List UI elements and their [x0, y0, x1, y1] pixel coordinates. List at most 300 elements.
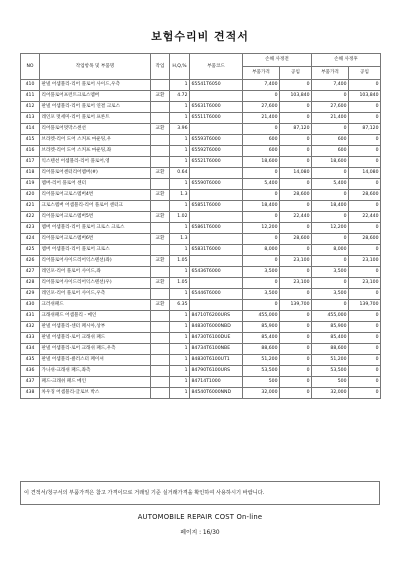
row-no: 438 [21, 388, 40, 399]
header-after-parts-price: 부품가격 [312, 67, 349, 80]
row-hq: 3.96 [170, 124, 190, 135]
row-work [151, 377, 170, 388]
row-part-code: 84830T6100UT1 [190, 355, 243, 366]
table-row [21, 190, 381, 201]
row-work [151, 289, 170, 300]
row-after-parts-price: 5,400 [312, 179, 349, 190]
row-part-code: 65511T6000 [190, 113, 243, 124]
row-no: 435 [21, 355, 40, 366]
header-row-top [21, 54, 381, 67]
row-no: 433 [21, 333, 40, 344]
row-no: 413 [21, 113, 40, 124]
row-after-labor: 0 [349, 333, 381, 344]
row-part-code: 65436T6000 [190, 267, 243, 278]
table-row [21, 322, 381, 333]
row-part-code [190, 190, 243, 201]
table-row [21, 91, 381, 102]
header-no: NO [21, 54, 40, 80]
row-after-parts-price: 51,200 [312, 355, 349, 366]
row-before-labor: 0 [280, 80, 312, 91]
row-no: 424 [21, 234, 40, 245]
row-item: 리어플로어프런트크로스멤버 [40, 91, 151, 102]
row-after-labor: 0 [349, 201, 381, 212]
price-note: 이 견적서/청구서의 부품가격은 참고 가격이므로 거래일 기준 실거래가격을 확인하여 사용하시기 바랍니다. [20, 481, 380, 505]
row-after-labor: 14,080 [349, 168, 381, 179]
row-before-labor: 0 [280, 333, 312, 344]
row-hq: 1.02 [170, 212, 190, 223]
row-after-parts-price: 85,400 [312, 333, 349, 344]
table-row [21, 223, 381, 234]
row-before-parts-price: 27,600 [243, 102, 280, 113]
table-row [21, 278, 381, 289]
row-before-parts-price: 88,600 [243, 344, 280, 355]
row-hq: 1 [170, 223, 190, 234]
row-item: 크러쉬패드 [40, 300, 151, 311]
document-title: 보험수리비 견적서 [151, 30, 249, 43]
row-no: 418 [21, 168, 40, 179]
row-hq: 1 [170, 80, 190, 91]
header-before-adjustment: 손해 사정전 [243, 54, 312, 67]
row-after-parts-price: 32,000 [312, 388, 349, 399]
estimate-table [20, 53, 381, 399]
row-before-labor: 87,120 [280, 124, 312, 135]
row-before-labor: 0 [280, 311, 312, 322]
row-before-labor: 23,100 [280, 278, 312, 289]
row-before-labor: 139,700 [280, 300, 312, 311]
row-hq: 1 [170, 179, 190, 190]
row-before-labor: 0 [280, 289, 312, 300]
header-hq: H,Q,% [170, 54, 190, 80]
row-work [151, 388, 170, 399]
row-before-parts-price: 0 [243, 190, 280, 201]
row-after-labor: 0 [349, 179, 381, 190]
row-after-labor: 87,120 [349, 124, 381, 135]
row-after-parts-price: 0 [312, 212, 349, 223]
row-part-code: 84730T6100DUE [190, 333, 243, 344]
row-no: 420 [21, 190, 40, 201]
table-row [21, 80, 381, 91]
table-row [21, 355, 381, 366]
row-part-code [190, 91, 243, 102]
row-item: 리어플로어사이드리어익스텐션(좌) [40, 256, 151, 267]
row-before-labor: 0 [280, 366, 312, 377]
row-no: 431 [21, 311, 40, 322]
row-before-parts-price: 0 [243, 234, 280, 245]
row-after-parts-price: 18,600 [312, 157, 349, 168]
table-row [21, 388, 381, 399]
header-before-labor: 공임 [280, 67, 312, 80]
row-part-code: 84710T6200URS [190, 311, 243, 322]
header-work: 작업 [151, 54, 170, 80]
row-item: 판넬 어셈블리-센터 페시아,상부 [40, 322, 151, 333]
row-after-labor: 139,700 [349, 300, 381, 311]
row-part-code: 84714T1000 [190, 377, 243, 388]
header-after-adjustment: 손해 사정후 [312, 54, 381, 67]
row-item: 판넬 어셈블리-로어 크래쉬 패드 [40, 333, 151, 344]
row-no: 416 [21, 146, 40, 157]
row-before-labor: 103,840 [280, 91, 312, 102]
row-work: 교환 [151, 234, 170, 245]
row-part-code [190, 124, 243, 135]
row-after-parts-price: 85,900 [312, 322, 349, 333]
table-row [21, 157, 381, 168]
row-item: 멤버 어셈블리-리어 플로어 크로스 크로스 [40, 223, 151, 234]
row-item: 리어플로어크로스멤버5번 [40, 212, 151, 223]
row-work [151, 135, 170, 146]
row-work [151, 102, 170, 113]
row-hq: 1 [170, 245, 190, 256]
row-before-labor: 0 [280, 157, 312, 168]
row-work [151, 322, 170, 333]
table-row [21, 146, 381, 157]
table-row [21, 311, 381, 322]
table-row [21, 201, 381, 212]
row-no: 434 [21, 344, 40, 355]
row-hq: 0.64 [170, 168, 190, 179]
row-after-labor: 0 [349, 223, 381, 234]
row-before-parts-price: 85,400 [243, 333, 280, 344]
row-before-parts-price: 500 [243, 377, 280, 388]
row-after-parts-price: 88,600 [312, 344, 349, 355]
row-work: 교환 [151, 168, 170, 179]
row-after-labor: 0 [349, 344, 381, 355]
table-row [21, 300, 381, 311]
row-hq: 1 [170, 388, 190, 399]
row-hq: 1 [170, 146, 190, 157]
row-item: 리어플로어크로스멤버6번 [40, 234, 151, 245]
row-work [151, 157, 170, 168]
row-after-parts-price: 455,000 [312, 311, 349, 322]
row-no: 422 [21, 212, 40, 223]
row-after-labor: 0 [349, 355, 381, 366]
row-item: 판넬 어셈블리-클러스터 페이셔 [40, 355, 151, 366]
footer-brand: AUTOMOBILE REPAIR COST On-line [137, 513, 263, 521]
row-hq: 1 [170, 311, 190, 322]
table-row [21, 135, 381, 146]
row-hq: 1 [170, 157, 190, 168]
row-hq: 1 [170, 135, 190, 146]
row-after-labor: 0 [349, 311, 381, 322]
row-item: 리어플로어멋막스센션 [40, 124, 151, 135]
row-no: 429 [21, 289, 40, 300]
row-before-parts-price: 600 [243, 146, 280, 157]
row-hq: 1.3 [170, 234, 190, 245]
row-hq: 1.3 [170, 190, 190, 201]
row-before-labor: 0 [280, 355, 312, 366]
row-before-parts-price: 7,400 [243, 80, 280, 91]
row-item: 리어플로어크로스멤버4번 [40, 190, 151, 201]
row-item: 패드-크래쉬 패드 메인 [40, 377, 151, 388]
row-no: 426 [21, 256, 40, 267]
row-after-parts-price: 0 [312, 256, 349, 267]
row-before-labor: 0 [280, 344, 312, 355]
row-before-parts-price: 0 [243, 256, 280, 267]
table-row [21, 333, 381, 344]
row-part-code: 65593T6000 [190, 135, 243, 146]
row-work [151, 223, 170, 234]
row-after-parts-price: 600 [312, 135, 349, 146]
row-before-parts-price: 0 [243, 168, 280, 179]
row-before-parts-price: 0 [243, 278, 280, 289]
row-after-parts-price: 500 [312, 377, 349, 388]
row-item: 크로스멤버 어셈블리-리어 플로어 센터크 [40, 201, 151, 212]
row-before-parts-price: 600 [243, 135, 280, 146]
row-before-labor: 0 [280, 267, 312, 278]
table-row [21, 267, 381, 278]
row-before-labor: 22,440 [280, 212, 312, 223]
row-after-labor: 23,100 [349, 278, 381, 289]
row-before-parts-price: 51,200 [243, 355, 280, 366]
row-item: 크래쉬패드 어셈블리 - 메인 [40, 311, 151, 322]
row-part-code [190, 212, 243, 223]
row-no: 421 [21, 201, 40, 212]
row-hq: 1 [170, 344, 190, 355]
row-before-parts-price: 0 [243, 300, 280, 311]
row-work [151, 146, 170, 157]
row-hq: 1 [170, 355, 190, 366]
row-item: 리어플로어센터리어멤버(#) [40, 168, 151, 179]
row-after-parts-price: 0 [312, 300, 349, 311]
row-no: 432 [21, 322, 40, 333]
row-before-parts-price: 0 [243, 91, 280, 102]
row-no: 430 [21, 300, 40, 311]
row-work: 교환 [151, 278, 170, 289]
row-no: 425 [21, 245, 40, 256]
row-before-parts-price: 85,900 [243, 322, 280, 333]
table-row [21, 212, 381, 223]
row-no: 417 [21, 157, 40, 168]
row-work [151, 267, 170, 278]
row-after-parts-price: 0 [312, 124, 349, 135]
table-row [21, 234, 381, 245]
row-before-labor: 23,100 [280, 256, 312, 267]
row-after-parts-price: 0 [312, 190, 349, 201]
row-after-labor: 0 [349, 113, 381, 124]
header-before-parts-price: 부품가격 [243, 67, 280, 80]
row-before-labor: 0 [280, 135, 312, 146]
row-before-labor: 0 [280, 179, 312, 190]
row-hq: 1 [170, 201, 190, 212]
row-before-parts-price: 12,200 [243, 223, 280, 234]
row-before-labor: 0 [280, 102, 312, 113]
row-part-code: 84540T6000NND [190, 388, 243, 399]
row-part-code: 84790T6100URS [190, 366, 243, 377]
row-item: 브라켓-리어 도어 스커프 마운팅,우 [40, 135, 151, 146]
row-no: 428 [21, 278, 40, 289]
row-before-parts-price: 455,000 [243, 311, 280, 322]
row-after-labor: 0 [349, 245, 381, 256]
row-part-code: 65590T6000 [190, 179, 243, 190]
row-before-parts-price: 0 [243, 212, 280, 223]
row-before-labor: 14,080 [280, 168, 312, 179]
row-after-parts-price: 600 [312, 146, 349, 157]
row-no: 423 [21, 223, 40, 234]
row-part-code [190, 168, 243, 179]
row-after-parts-price: 7,400 [312, 80, 349, 91]
row-before-labor: 0 [280, 146, 312, 157]
table-row [21, 102, 381, 113]
header-after-labor: 공임 [349, 67, 381, 80]
page-number: 페이지 : 16/30 [180, 530, 220, 536]
row-work: 교환 [151, 190, 170, 201]
row-before-labor: 0 [280, 201, 312, 212]
row-before-parts-price: 18,400 [243, 201, 280, 212]
row-after-labor: 0 [349, 135, 381, 146]
row-before-labor: 0 [280, 113, 312, 124]
row-no: 414 [21, 124, 40, 135]
table-row [21, 289, 381, 300]
row-part-code [190, 234, 243, 245]
table-row [21, 168, 381, 179]
row-part-code: 65446T6000 [190, 289, 243, 300]
row-item: 판넬 어셈블리-리어 플로어 사이드,우측 [40, 80, 151, 91]
header-item: 작업항목 및 부품명 [40, 54, 151, 80]
header-part-code: 부품코드 [190, 54, 243, 80]
row-part-code: 84734T6100NBE [190, 344, 243, 355]
row-no: 436 [21, 366, 40, 377]
row-after-labor: 0 [349, 289, 381, 300]
row-item: 리어플로어사이드리어익스텐션(우) [40, 278, 151, 289]
row-no: 415 [21, 135, 40, 146]
row-work [151, 344, 170, 355]
row-work [151, 201, 170, 212]
row-after-labor: 0 [349, 146, 381, 157]
row-after-labor: 0 [349, 377, 381, 388]
table-row [21, 179, 381, 190]
row-item: 레인포-리어 플로어 사이드,좌 [40, 267, 151, 278]
row-no: 411 [21, 91, 40, 102]
estimate-rows [21, 80, 381, 399]
row-no: 412 [21, 102, 40, 113]
row-work [151, 179, 170, 190]
row-item: 차우징 어셈블리-글로브 박스 [40, 388, 151, 399]
row-before-parts-price: 8,000 [243, 245, 280, 256]
row-after-parts-price: 18,400 [312, 201, 349, 212]
row-work: 교환 [151, 300, 170, 311]
row-hq: 1.05 [170, 256, 190, 267]
row-work [151, 333, 170, 344]
row-after-parts-price: 21,400 [312, 113, 349, 124]
row-hq: 1 [170, 289, 190, 300]
row-before-labor: 0 [280, 223, 312, 234]
row-part-code: 65851T6000 [190, 201, 243, 212]
row-work: 교환 [151, 124, 170, 135]
row-before-parts-price: 32,000 [243, 388, 280, 399]
row-after-labor: 0 [349, 366, 381, 377]
table-row [21, 113, 381, 124]
row-item: 레인포 멋세미-리어 플로어 프론트 [40, 113, 151, 124]
row-after-parts-price: 0 [312, 234, 349, 245]
row-part-code: 84830T6000NBD [190, 322, 243, 333]
row-work [151, 355, 170, 366]
table-row [21, 124, 381, 135]
row-hq: 6.35 [170, 300, 190, 311]
row-hq: 1 [170, 322, 190, 333]
row-after-parts-price: 3,500 [312, 289, 349, 300]
row-item: 레인포-리어 플로어 사이드,우측 [40, 289, 151, 300]
row-before-parts-price: 0 [243, 124, 280, 135]
table-row [21, 245, 381, 256]
row-after-parts-price: 8,000 [312, 245, 349, 256]
row-part-code: 65521T6000 [190, 157, 243, 168]
row-after-labor: 28,600 [349, 190, 381, 201]
row-no: 437 [21, 377, 40, 388]
row-hq: 1.05 [170, 278, 190, 289]
row-item: 익스텐션 어셈블리-리어 플로어,영 [40, 157, 151, 168]
row-before-parts-price: 21,400 [243, 113, 280, 124]
row-after-parts-price: 27,600 [312, 102, 349, 113]
row-no: 410 [21, 80, 40, 91]
row-work [151, 245, 170, 256]
row-item: 판넬 어셈블리-로어 크래쉬 패드,우측 [40, 344, 151, 355]
row-after-labor: 0 [349, 388, 381, 399]
row-after-parts-price: 53,500 [312, 366, 349, 377]
table-row [21, 344, 381, 355]
row-item: 멤버 어셈블리-리어 플로어 크로스 [40, 245, 151, 256]
row-hq: 1 [170, 366, 190, 377]
row-after-labor: 103,840 [349, 91, 381, 102]
row-hq: 1 [170, 113, 190, 124]
row-before-labor: 28,600 [280, 190, 312, 201]
row-before-parts-price: 18,600 [243, 157, 280, 168]
row-after-labor: 23,100 [349, 256, 381, 267]
row-after-labor: 0 [349, 267, 381, 278]
row-hq: 1 [170, 102, 190, 113]
row-after-parts-price: 0 [312, 168, 349, 179]
row-work [151, 113, 170, 124]
row-before-labor: 0 [280, 322, 312, 333]
row-hq: 1 [170, 267, 190, 278]
row-part-code: 65592T6000 [190, 146, 243, 157]
row-no: 427 [21, 267, 40, 278]
row-after-parts-price: 12,200 [312, 223, 349, 234]
row-after-labor: 0 [349, 102, 381, 113]
row-part-code: 65861T6000 [190, 223, 243, 234]
row-work: 교환 [151, 212, 170, 223]
row-work [151, 311, 170, 322]
row-part-code: 65831T6000 [190, 245, 243, 256]
row-part-code [190, 278, 243, 289]
row-part-code [190, 256, 243, 267]
row-hq: 1 [170, 377, 190, 388]
row-item: 멤버-리어 플로어 센터 [40, 179, 151, 190]
row-after-labor: 22,440 [349, 212, 381, 223]
row-before-labor: 0 [280, 245, 312, 256]
row-before-labor: 0 [280, 388, 312, 399]
row-after-parts-price: 0 [312, 91, 349, 102]
row-before-parts-price: 3,500 [243, 267, 280, 278]
row-after-labor: 0 [349, 80, 381, 91]
row-work [151, 366, 170, 377]
row-part-code: 65541T6050 [190, 80, 243, 91]
row-before-parts-price: 3,500 [243, 289, 280, 300]
row-item: 가니쉬-크래쉬 패드,좌측 [40, 366, 151, 377]
row-after-labor: 28,600 [349, 234, 381, 245]
row-after-labor: 0 [349, 157, 381, 168]
row-part-code: 65631T6000 [190, 102, 243, 113]
row-no: 419 [21, 179, 40, 190]
row-after-parts-price: 0 [312, 278, 349, 289]
row-before-labor: 0 [280, 377, 312, 388]
table-row [21, 366, 381, 377]
row-item: 판넬 어셈블리-리어 플로어 연결 크로스 [40, 102, 151, 113]
row-before-parts-price: 5,400 [243, 179, 280, 190]
row-before-labor: 28,600 [280, 234, 312, 245]
table-row [21, 256, 381, 267]
row-work: 교환 [151, 91, 170, 102]
row-after-labor: 0 [349, 322, 381, 333]
row-part-code [190, 300, 243, 311]
